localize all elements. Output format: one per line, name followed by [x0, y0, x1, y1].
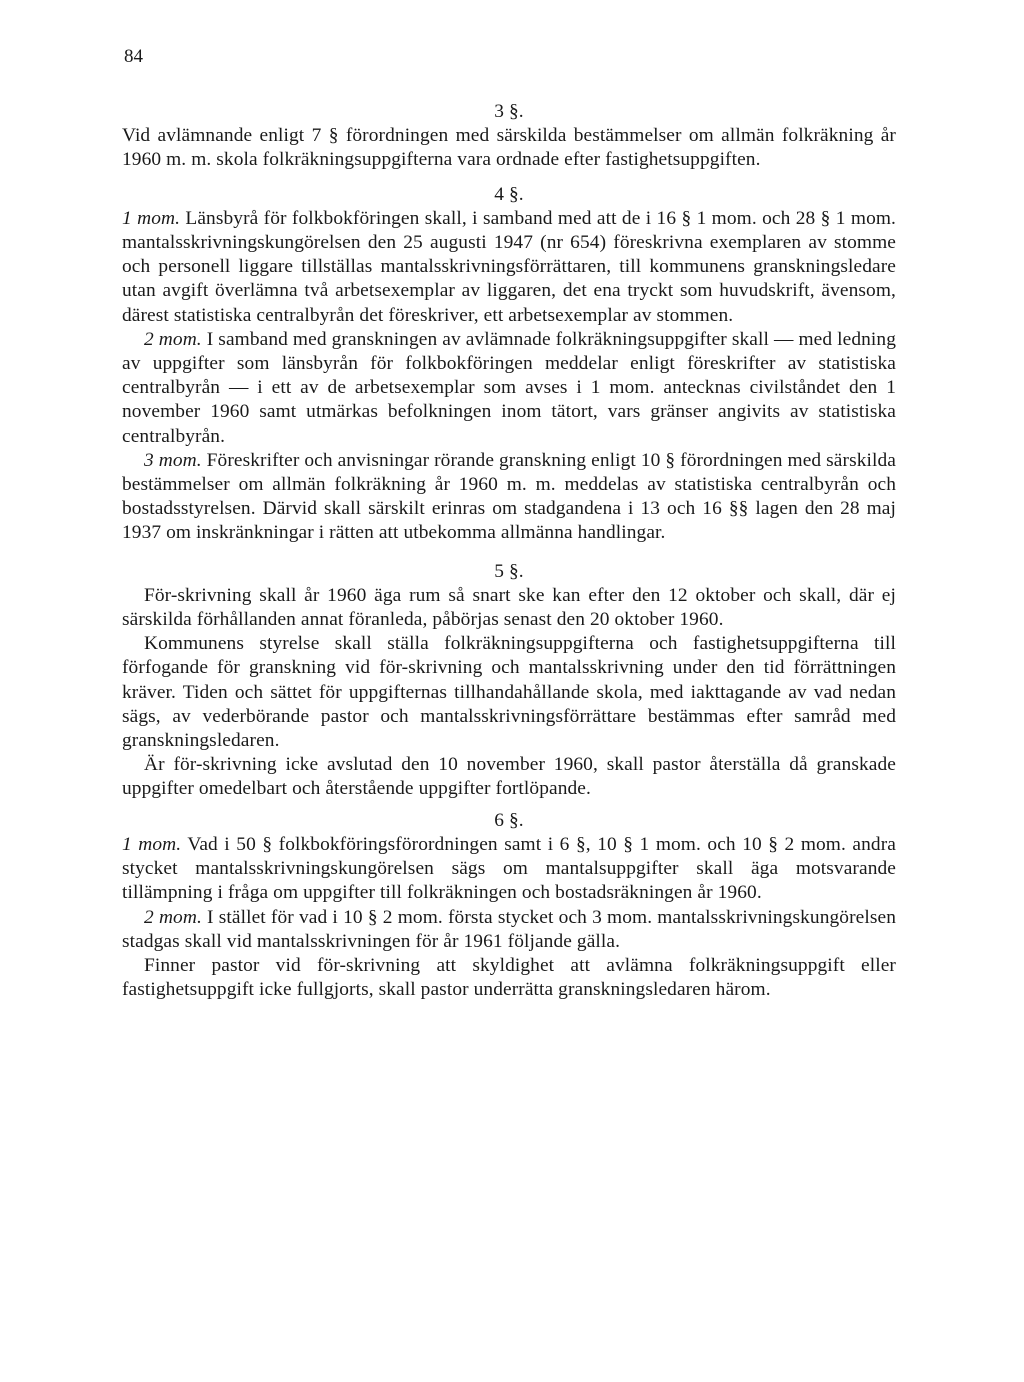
section-heading: 4 §. [494, 183, 524, 205]
moment-label: 3 mom. [144, 449, 202, 471]
paragraph [122, 449, 896, 546]
section-heading: 5 §. [494, 560, 524, 582]
paragraph: Kommunens styrelse skall ställa folkräkningsuppgifterna och fastighetsuppgifterna till förfogande för granskning vid för-skrivning och mantalsskrivning under den tid förrättningen kräver. Tiden och sättet för uppgifternas tillhandahållande skola, med iakttagande av vad nedan sägs, av vederbörande pastor och mantalsskrivningsförrättare bestämmas efter samråd med granskningsledaren. [122, 633, 896, 752]
section-6 [122, 809, 896, 1003]
moment-label: 1 mom. [122, 833, 182, 855]
section-4 [122, 183, 896, 546]
paragraph: Finner pastor vid för-skrivning att skyldighet att avlämna folkräkningsuppgift eller fastighetsuppgift icke fullgjorts, skall pastor underrätta granskningsledaren härom. [122, 954, 896, 1001]
page-number: 84 [124, 46, 143, 67]
moment-label: 2 mom. [144, 906, 202, 928]
paragraph [122, 207, 896, 328]
section-3 [122, 100, 896, 173]
moment-label: 1 mom. [122, 207, 181, 229]
paragraph [122, 833, 896, 906]
paragraph: Vid avlämnande enligt 7 § förordningen med särskilda bestämmelser om allmän folkräkning år 1960 m. m. skola folkräkningsuppgifterna vara ordnade efter fastighetsuppgiften. [122, 125, 896, 171]
moment-label: 2 mom. [144, 328, 202, 350]
document-body [122, 100, 896, 1002]
section-heading: 3 §. [494, 101, 524, 122]
section-5 [122, 560, 896, 802]
section-heading: 6 §. [494, 809, 524, 831]
paragraph-text: Föreskrifter och anvisningar rörande granskning enligt 10 § förordningen med särskilda bestämmelser om allmän folkräkning år 1960 m. m. meddelas av statistiska centralbyrån och bostadsstyrelsen. Därvid skall särskilt erinras om stadgandena i 13 och 16 §§ lagen den 28 maj 1937 om inskränkningar i rätten att utbekomma allmänna handlingar. [122, 449, 896, 544]
paragraph: För-skrivning skall år 1960 äga rum så snart ske kan efter den 12 oktober och skall, där ej särskilda förhållanden annat föranleda, påbörjas senast den 20 oktober 1960. [122, 584, 896, 631]
paragraph [122, 906, 896, 954]
paragraph: Är för-skrivning icke avslutad den 10 november 1960, skall pastor återställa då granskade uppgifter omedelbart och återstående uppgifter fortlöpande. [122, 754, 896, 800]
paragraph-text: I stället för vad i 10 § 2 mom. första stycket och 3 mom. mantalsskrivningskungörelsen stadgas skall vid mantalsskrivningen för år 1961 följande gälla. [122, 906, 896, 952]
paragraph-text: Länsbyrå för folkbokföringen skall, i samband med att de i 16 § 1 mom. och 28 § 1 mom. mantalsskrivningskungörelsen den 25 augusti 1947 (nr 654) föreskrivna exemplaren av stomme och personell liggare tillställas mantalsskrivningsförrättaren, till kommunens granskningsledare utan avgift överlämna två arbetsexemplar av liggaren, det ena tryckt som huvudskrift, ävensom, därest statistiska centralbyrån det föreskriver, ett arbetsexemplar av stommen. [122, 207, 896, 326]
paragraph-text: I samband med granskningen av avlämnade folkräkningsuppgifter skall — med ledning av uppgifter som länsbyrån för folkbokföringen meddelar enligt föreskrifter av statistiska centralbyrån — i ett av de arbetsexemplar som avses i 1 mom. antecknas civilståndet den 1 november 1960 samt utmärkas befolkningen inom tätort, vars gränser angivits av statistiska centralbyrån. [122, 328, 896, 447]
paragraph [122, 328, 896, 449]
paragraph-text: Vad i 50 § folkbokföringsförordningen samt i 6 §, 10 § 1 mom. och 10 § 2 mom. andra stycket mantalsskrivningskungörelsen sägs om mantalsuppgifter skall äga motsvarande tillämpning i fråga om uppgifter till folkräkningen och bostadsräkningen år 1960. [122, 833, 896, 904]
